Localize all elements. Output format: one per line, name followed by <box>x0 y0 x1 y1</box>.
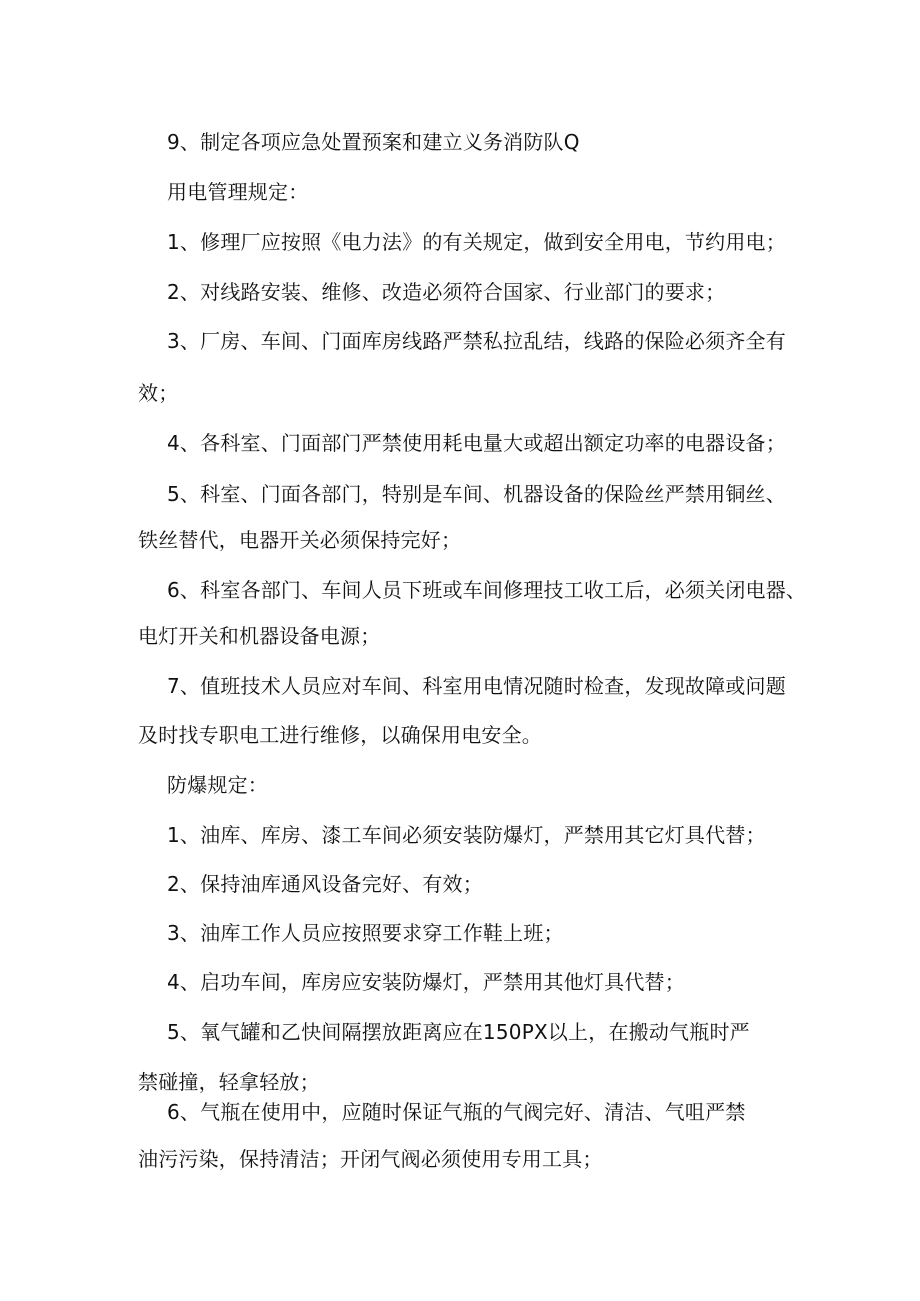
paragraph-line: 电灯开关和机器设备电源； <box>138 624 381 648</box>
paragraph-line: 5、氧气罐和乙快间隔摆放距离应在150PX以上，在搬动气瓶时严 <box>167 1020 750 1044</box>
paragraph-line: 及时找专职电工进行维修，以确保用电安全。 <box>138 723 542 747</box>
paragraph-line: 3、厂房、车间、门面库房线路严禁私拉乱结，线路的保险必须齐全有 <box>167 329 786 353</box>
paragraph-line: 禁碰撞，轻拿轻放； <box>138 1070 320 1094</box>
section-heading: 用电管理规定： <box>167 180 309 204</box>
paragraph-line: 2、对线路安装、维修、改造必须符合国家、行业部门的要求； <box>167 280 726 304</box>
paragraph-line: 1、油库、库房、漆工车间必须安装防爆灯，严禁用其它灯具代替； <box>167 823 766 847</box>
paragraph-line: 铁丝替代，电器开关必须保持完好； <box>138 528 462 552</box>
paragraph-line: 2、保持油库通风设备完好、有效； <box>167 872 483 896</box>
paragraph-line: 5、科室、门面各部门，特别是车间、机器设备的保险丝严禁用铜丝、 <box>167 482 786 506</box>
paragraph-line: 7、值班技术人员应对车间、科室用电情况随时检查，发现故障或问题 <box>167 674 786 698</box>
paragraph-line: 油污污染，保持清洁；开闭气阀必须使用专用工具； <box>138 1147 603 1171</box>
paragraph-line: 1、修理厂应按照《电力法》的有关规定，做到安全用电，节约用电； <box>167 230 786 254</box>
paragraph-line: 9、制定各项应急处置预案和建立义务消防队Q <box>167 130 580 154</box>
paragraph-line: 6、科室各部门、车间人员下班或车间修理技工收工后，必须关闭电器、 <box>167 578 807 602</box>
paragraph-line: 3、油库工作人员应按照要求穿工作鞋上班； <box>167 921 564 945</box>
section-heading: 防爆规定： <box>167 773 268 797</box>
paragraph-line: 6、气瓶在使用中，应随时保证气瓶的气阀完好、清洁、气咀严禁 <box>167 1100 746 1124</box>
paragraph-line: 4、各科室、门面部门严禁使用耗电量大或超出额定功率的电器设备； <box>167 431 786 455</box>
paragraph-line: 4、启功车间，库房应安装防爆灯，严禁用其他灯具代替； <box>167 970 685 994</box>
paragraph-line: 效； <box>138 381 179 405</box>
